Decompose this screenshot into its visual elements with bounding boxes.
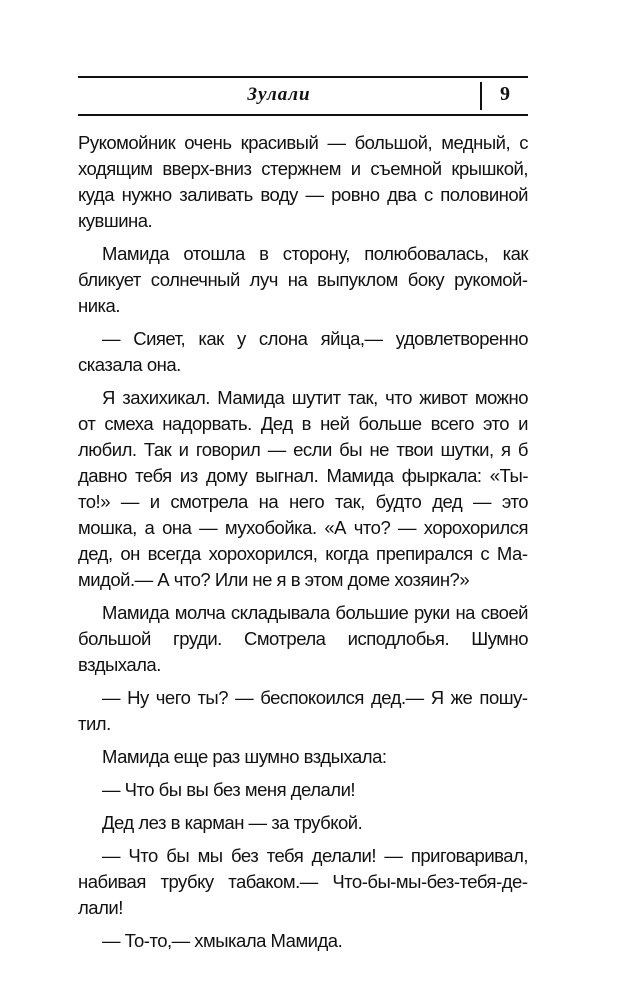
paragraph: Рукомойник очень красивый — большой, медный, с ходящим вверх-вниз стержнем и съемной крышкой, куда нужно заливать воду — ровно два с половиной кувшина. xyxy=(78,132,528,231)
paragraph: — Что бы мы без тебя делали! — приговаривал, набивая трубку табаком.— Что-бы-мы-без-тебя-делали! xyxy=(78,845,528,918)
paragraph: — Что бы вы без меня делали! xyxy=(102,779,356,800)
page-number: 9 xyxy=(500,83,510,105)
paragraph: Я захихикал. Мамида шутит так, что живот можно от смеха надорвать. Дед в ней больше всего это и любил. Так и говорил — если бы не твои шутки, я б давно тебя из дому выгнал. Мамида фыркала: «Ты-то!» — и смотрела на него так, будто дед — это мошка, а она — мухобойка. «А что? — хорохорился дед, он всегда хорохорился, когда препирался с Мамидой.— А что? Или не я в этом доме хозяин?» xyxy=(78,387,528,590)
paragraph: Мамида еще раз шумно вздыхала: xyxy=(102,746,387,767)
header-top-rule xyxy=(78,76,528,78)
paragraph: Мамида молча складывала большие руки на своей большой груди. Смотрела исподлобья. Шумно вздыхала. xyxy=(78,602,528,675)
paragraph: — Сияет, как у слона яйца,— удовлетворенно сказала она. xyxy=(78,328,528,375)
body-text xyxy=(78,130,528,954)
header-bottom-rule xyxy=(78,114,528,116)
running-title: Зулали xyxy=(247,84,311,105)
paragraph: — То-то,— хмыкала Мамида. xyxy=(102,930,343,951)
paragraph: — Ну чего ты? — беспокоился дед.— Я же пошутил. xyxy=(78,687,528,734)
paragraph: Мамида отошла в сторону, полюбовалась, как бликует солнечный луч на выпуклом боку рукомойника. xyxy=(78,243,528,316)
running-header xyxy=(78,76,528,116)
paragraph: Дед лез в карман — за трубкой. xyxy=(102,812,363,833)
